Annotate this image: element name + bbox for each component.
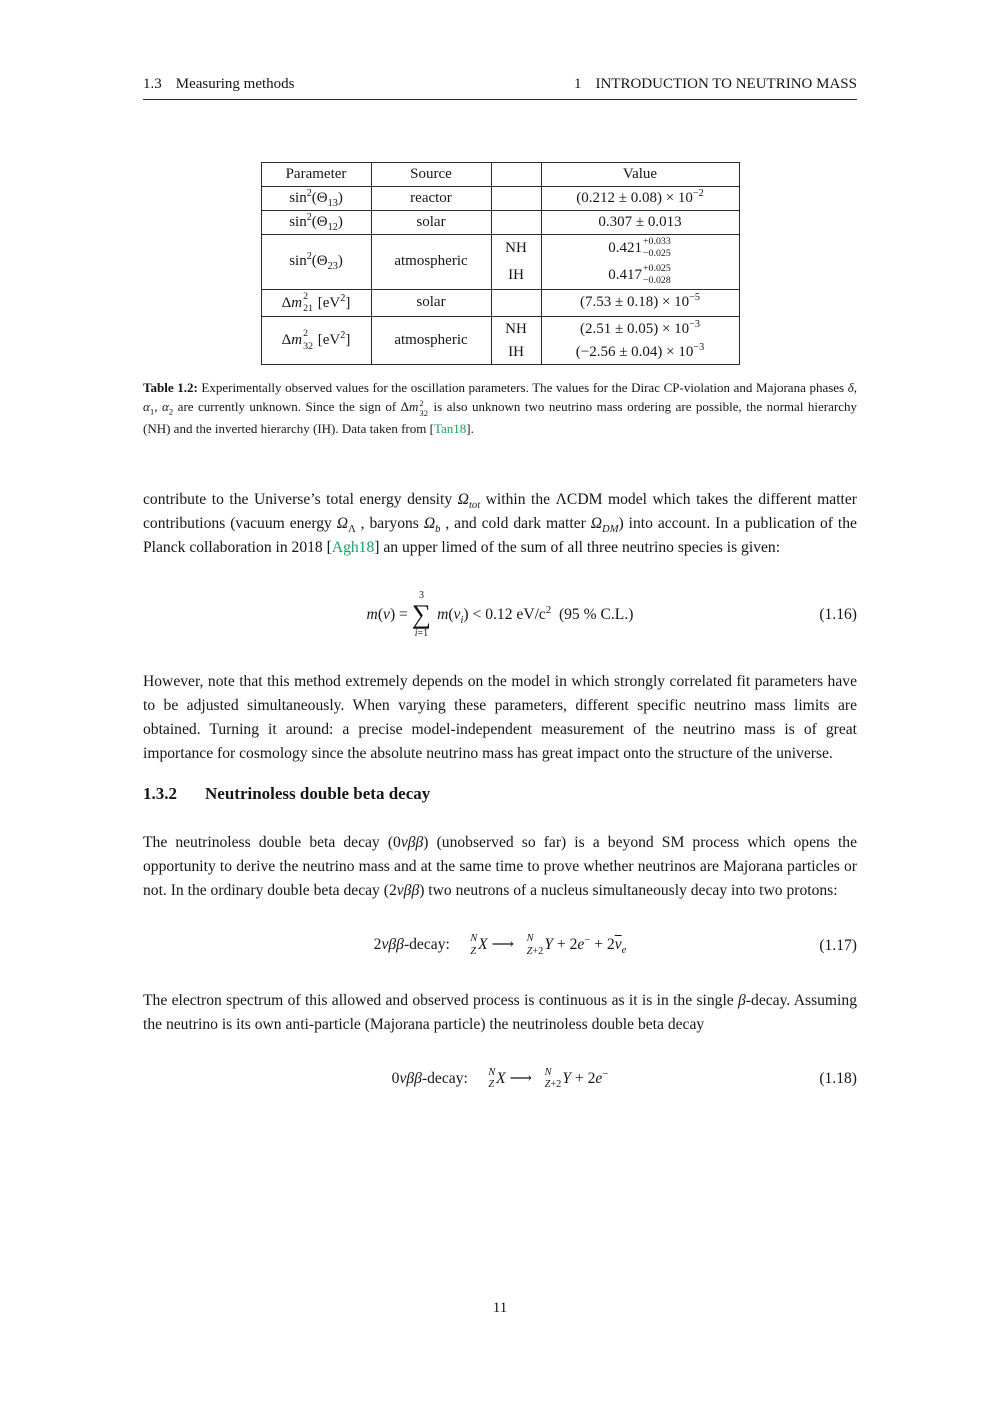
cell-hierarchy: NH (491, 317, 541, 341)
equation-number: (1.18) (819, 1070, 857, 1088)
cell-source: atmospheric (371, 317, 491, 365)
cell-hierarchy (491, 187, 541, 211)
cell-source: reactor (371, 187, 491, 211)
text-column (143, 76, 857, 1122)
cell-value: 0.421 +0.033 −0.025 (541, 235, 739, 262)
table-block (143, 162, 857, 365)
citation-tan18[interactable]: Tan18 (433, 421, 467, 437)
cell-value: $(2.51 \pm 0.05) \times 10^{-3}$ (541, 317, 739, 341)
col-header-source: Source (371, 163, 491, 187)
running-head-left (143, 76, 294, 93)
section-number: 1.3 (143, 76, 162, 92)
table-row (261, 317, 739, 341)
oscillation-parameters-table (261, 162, 740, 365)
running-head-right (574, 76, 857, 93)
table-caption-label: Table 1.2: (143, 380, 198, 396)
cell-source: atmospheric (371, 235, 491, 290)
cell-parameter: $\sin^2(\Theta_{23})$ (261, 235, 371, 290)
cell-parameter: Δm 2 21 $[eV^2]$ (261, 289, 371, 317)
col-header-hierarchy (491, 163, 541, 187)
cell-hierarchy: IH (491, 341, 541, 365)
cell-hierarchy: IH (491, 262, 541, 289)
table-row (261, 289, 739, 317)
equation-body: 0νββ-decay: N Z X ⟶ N Z+2 Y + 2e− (391, 1066, 609, 1091)
equation-1-17 (143, 933, 857, 959)
table-row (261, 187, 739, 211)
cell-value: $(-2.56 \pm 0.04) \times 10^{-3}$ (541, 341, 739, 365)
paragraph-0vbb-intro: The neutrinoless double beta decay (0νββ) (unobserved so far) is a beyond SM process which opens the opportunity to derive the neutrino mass and at the same time to prove whether neutrinos are Majorana particles or not. In the ordinary double beta decay (2νββ) two neutrons of a nucleus simultaneously decay into two protons: (143, 833, 858, 899)
chapter-number: 1 (573, 76, 582, 92)
cell-value: 0.417 +0.025 −0.028 (541, 262, 739, 289)
cell-parameter: $\sin^2(\Theta_{12})$ (261, 211, 371, 235)
table-caption (143, 378, 857, 438)
page-number: 11 (492, 1300, 508, 1316)
equation-1-18 (143, 1067, 857, 1093)
table-row (261, 235, 739, 262)
table-row (261, 211, 739, 235)
equation-body: m(ν) = 3 ∑ i=1 $m(\nu_i) < 0.12$ $eV/c^2$ (95 % C.L.) (366, 590, 634, 639)
col-header-value: Value (541, 163, 739, 187)
cell-source: solar (371, 211, 491, 235)
cell-hierarchy (491, 289, 541, 317)
cell-parameter: $\sin^2(\Theta_{13})$ (261, 187, 371, 211)
section-heading-title: Neutrinoless double beta decay (205, 783, 431, 803)
equation-body: 2νββ-decay: N Z X ⟶ N Z+2 $Y + 2e^- + 2\overline{\nu}_e$ (373, 932, 627, 957)
cell-hierarchy: NH (491, 235, 541, 262)
cell-source: solar (371, 289, 491, 317)
paragraph-model-dependence: However, note that this method extremely depends on the model in which strongly correlated fit parameters have to be adjusted simultaneously. When varying these parameters, different specific neutrino mass limits are obtained. Turning it around: a precise model-independent measurement of the neutrino mass is of great importance for cosmology since the absolute neutrino mass has great impact onto the structure of the universe. (143, 672, 857, 762)
cell-value: $(0.212 \pm 0.08) \times 10^{-2}$ (541, 187, 739, 211)
equation-1-16 (143, 590, 857, 640)
equation-number: (1.16) (819, 606, 857, 624)
cell-hierarchy (491, 211, 541, 235)
chapter-title: INTRODUCTION TO NEUTRINO MASS (595, 76, 857, 92)
cell-parameter: Δm 2 32 $[eV^2]$ (261, 317, 371, 365)
citation-agh18[interactable]: Agh18 (331, 539, 375, 557)
running-head (143, 76, 857, 100)
equation-number: (1.17) (819, 936, 857, 954)
section-title: Measuring methods (175, 76, 295, 92)
col-header-parameter: Parameter (261, 163, 371, 187)
paragraph-electron-spectrum: The electron spectrum of this allowed and observed process is continuous as it is in the single β-decay. Assuming the neutrino is its own anti-particle (Majorana particle) the neutrinoless double beta decay (143, 991, 857, 1033)
cell-value: 0.307 ± 0.013 (541, 211, 739, 235)
section-heading-132 (143, 784, 857, 804)
section-heading-number: 1.3.2 (143, 783, 177, 803)
paragraph-cosmology: contribute to the Universe’s total energy density $\Omega_{tot}$ within the ΛCDM model which takes the different matter contributions (vacuum energy $\Omega_\Lambda$ , baryons $\Omega_b$ , and cold dark matter $\Omega_{DM}$) into account. In a publication of the Planck collaboration in 2018 [Agh18] an upper limed of the sum of all three neutrino species is given: (143, 491, 857, 557)
table-caption-text: Experimentally observed values for the oscillation parameters. The values for the Dirac CP-violation and Majorana phases δ, $\alpha_1$, $\alpha_2$ are currently unknown. Since the sign of Δm 2 32 is also unknown two neutrino mass ordering are possible, the normal hierarchy (NH) and the inverted hierarchy (IH). Data taken from [Tan18]. (143, 380, 858, 437)
table-header-row (261, 163, 739, 187)
cell-value: $(7.53 \pm 0.18) \times 10^{-5}$ (541, 289, 739, 317)
